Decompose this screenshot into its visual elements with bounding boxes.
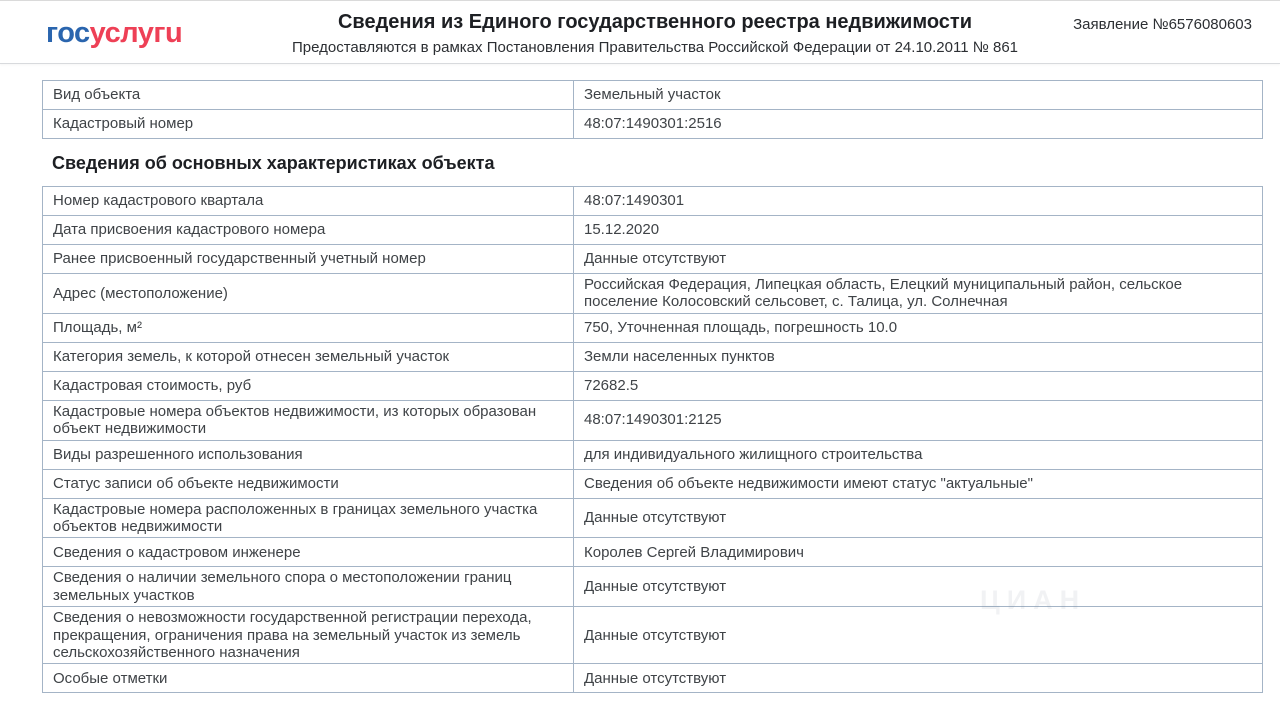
row-label: Кадастровая стоимость, руб [43,371,574,400]
document-title: Сведения из Единого государственного реестра недвижимости [337,11,973,33]
row-label: Номер кадастрового квартала [43,187,574,216]
row-label: Площадь, м² [43,313,574,342]
table-row [43,371,1263,400]
gosuslugi-logo-red-part: услугu [89,17,183,49]
table-row [43,81,1263,110]
row-value: Российская Федерация, Липецкая область, Елецкий муниципальный район, сельское поселение Колосовский сельсовет, с. Талица, ул. Солнечная [574,274,1263,314]
row-value: 15.12.2020 [574,216,1263,245]
row-value: 48:07:1490301:2125 [574,400,1263,440]
row-value: Данные отсутствуют [574,567,1263,607]
document-subtitle: Предоставляются в рамках Постановления Правительства Российской Федерации от 24.10.2011 № 861 [291,39,1019,56]
row-label: Кадастровые номера объектов недвижимости, из которых образован объект недвижимости [43,400,574,440]
row-value: Сведения об объекте недвижимости имеют статус "актуальные" [574,469,1263,498]
table-row [43,216,1263,245]
row-value: 48:07:1490301:2516 [574,110,1263,139]
row-label: Вид объекта [43,81,574,110]
row-value: Данные отсутствуют [574,498,1263,538]
table-row [43,469,1263,498]
row-label: Адрес (местоположение) [43,274,574,314]
row-value: 72682.5 [574,371,1263,400]
row-label: Ранее присвоенный государственный учетный номер [43,245,574,274]
table-row [43,498,1263,538]
table-row [43,187,1263,216]
row-value: для индивидуального жилищного строительства [574,440,1263,469]
document-header [0,1,1280,64]
application-number: Заявление №6576080603 [1073,16,1252,33]
row-value: Королев Сергей Владимирович [574,538,1263,567]
row-label: Виды разрешенного использования [43,440,574,469]
table-row [43,245,1263,274]
table-row [43,440,1263,469]
row-label: Особые отметки [43,664,574,693]
row-value: Данные отсутствуют [574,607,1263,664]
object-details-table [42,186,1263,693]
row-label: Статус записи об объекте недвижимости [43,469,574,498]
row-label: Категория земель, к которой отнесен земельный участок [43,342,574,371]
table-row [43,400,1263,440]
row-label: Дата присвоения кадастрового номера [43,216,574,245]
table-row [43,342,1263,371]
row-label: Кадастровый номер [43,110,574,139]
document-body [0,64,1280,693]
table-row [43,607,1263,664]
table-row [43,274,1263,314]
row-value: 750, Уточненная площадь, погрешность 10.0 [574,313,1263,342]
row-value: Данные отсутствуют [574,664,1263,693]
table-row [43,538,1263,567]
row-label: Кадастровые номера расположенных в границах земельного участка объектов недвижимости [43,498,574,538]
row-label: Сведения о невозможности государственной регистрации перехода, прекращения, ограничения права на земельный участок из земель сельскохозяйственного назначения [43,607,574,664]
row-value: Земельный участок [574,81,1263,110]
gosuslugi-logo-blue-part: гос [46,17,90,49]
row-label: Сведения о кадастровом инженере [43,538,574,567]
header-title-block [250,1,1060,57]
row-label: Сведения о наличии земельного спора о местоположении границ земельных участков [43,567,574,607]
gosuslugi-logo [0,1,250,50]
object-summary-table [42,80,1263,139]
table-row [43,567,1263,607]
section-heading-main-characteristics: Сведения об основных характеристиках объекта [52,153,495,173]
row-value: Данные отсутствуют [574,245,1263,274]
table-row [43,313,1263,342]
row-value: 48:07:1490301 [574,187,1263,216]
table-row [43,664,1263,693]
row-value: Земли населенных пунктов [574,342,1263,371]
table-row [43,110,1263,139]
